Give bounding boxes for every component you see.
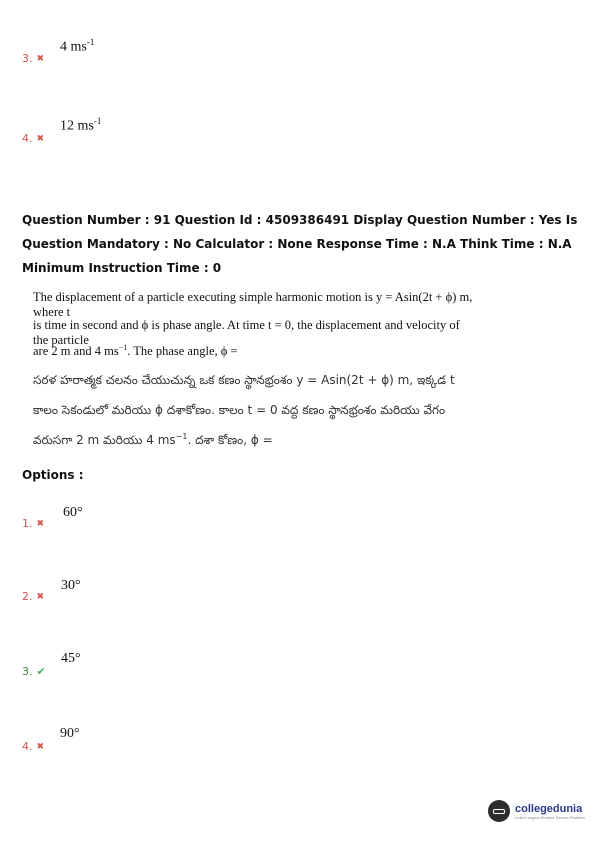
question-text-te-3 <box>33 432 473 450</box>
question-text-en-1: The displacement of a particle executing simple harmonic motion is y = Asin(2t + ϕ) m, where t <box>33 290 473 319</box>
cross-icon: ✖ <box>36 53 45 64</box>
cross-icon: ✖ <box>36 591 45 602</box>
options-label: Options : <box>22 468 84 482</box>
option-2 <box>22 590 44 603</box>
collegedunia-logo <box>488 800 585 822</box>
logo-name: collegedunia <box>515 802 583 815</box>
check-icon: ✔ <box>36 665 46 678</box>
cross-icon: ✖ <box>36 741 45 752</box>
question-text-part: . దశా కోణం, ϕ = <box>187 433 273 447</box>
prev-option-4 <box>22 132 44 145</box>
option-number: 3. <box>22 52 33 65</box>
cross-icon: ✖ <box>36 133 45 144</box>
option-4 <box>22 740 44 753</box>
option-number: 2. <box>22 590 33 603</box>
option-1-value: 60° <box>63 505 83 520</box>
option-number: 4. <box>22 132 33 145</box>
question-header: Question Number : 91 Question Id : 4509386491 Display Question Number : Yes Is Question Mandatory : No Calculator : None Response Time : N.A Think Time : N.A Minimum Instruction Time : 0 <box>22 213 578 275</box>
cross-icon: ✖ <box>36 518 45 529</box>
question-text-part: వరుసగా 2 m మరియు 4 ms <box>33 433 176 447</box>
option-number: 4. <box>22 740 33 753</box>
question-text-sup: −1 <box>118 343 128 352</box>
question-text-sup: −1 <box>175 432 188 441</box>
option-3 <box>22 665 46 678</box>
option-value-text: 12 ms <box>60 118 94 134</box>
question-text-en-2: is time in second and ϕ is phase angle. At time t = 0, the displacement and velocity of the particle <box>33 318 460 347</box>
question-text-te-2: కాలం సెకండులో మరియు ϕ దశాకోణం. కాలం t = 0 వద్ద కణం స్థానభ్రంశం మరియు వేగం <box>33 403 446 417</box>
prev-option-4-value <box>60 116 101 135</box>
option-4-value: 90° <box>60 726 80 741</box>
option-3-value: 45° <box>61 651 81 666</box>
option-1 <box>22 517 44 530</box>
option-value-sup: -1 <box>86 37 95 47</box>
mascot-icon <box>488 800 510 822</box>
question-text-te-1: సరళ హరాత్మక చలనం చేయుచున్న ఒక కణం స్థానభ్రంశం y = Asin(2t + ϕ) m, ఇక్కడ t <box>33 373 455 387</box>
prev-option-3-value <box>60 37 94 56</box>
option-value-sup: -1 <box>93 116 102 126</box>
option-number: 3. <box>22 665 33 678</box>
question-text-en-3 <box>33 343 473 359</box>
option-value-text: 4 ms <box>60 39 87 55</box>
question-text-part: . The phase angle, ϕ = <box>127 344 238 359</box>
logo-text <box>515 803 585 820</box>
question-text-part: are 2 m and 4 ms <box>33 344 119 359</box>
option-number: 1. <box>22 517 33 530</box>
option-2-value: 30° <box>61 578 81 593</box>
logo-tagline: India's largest Student Review Platform <box>515 814 585 820</box>
prev-option-3 <box>22 52 44 65</box>
